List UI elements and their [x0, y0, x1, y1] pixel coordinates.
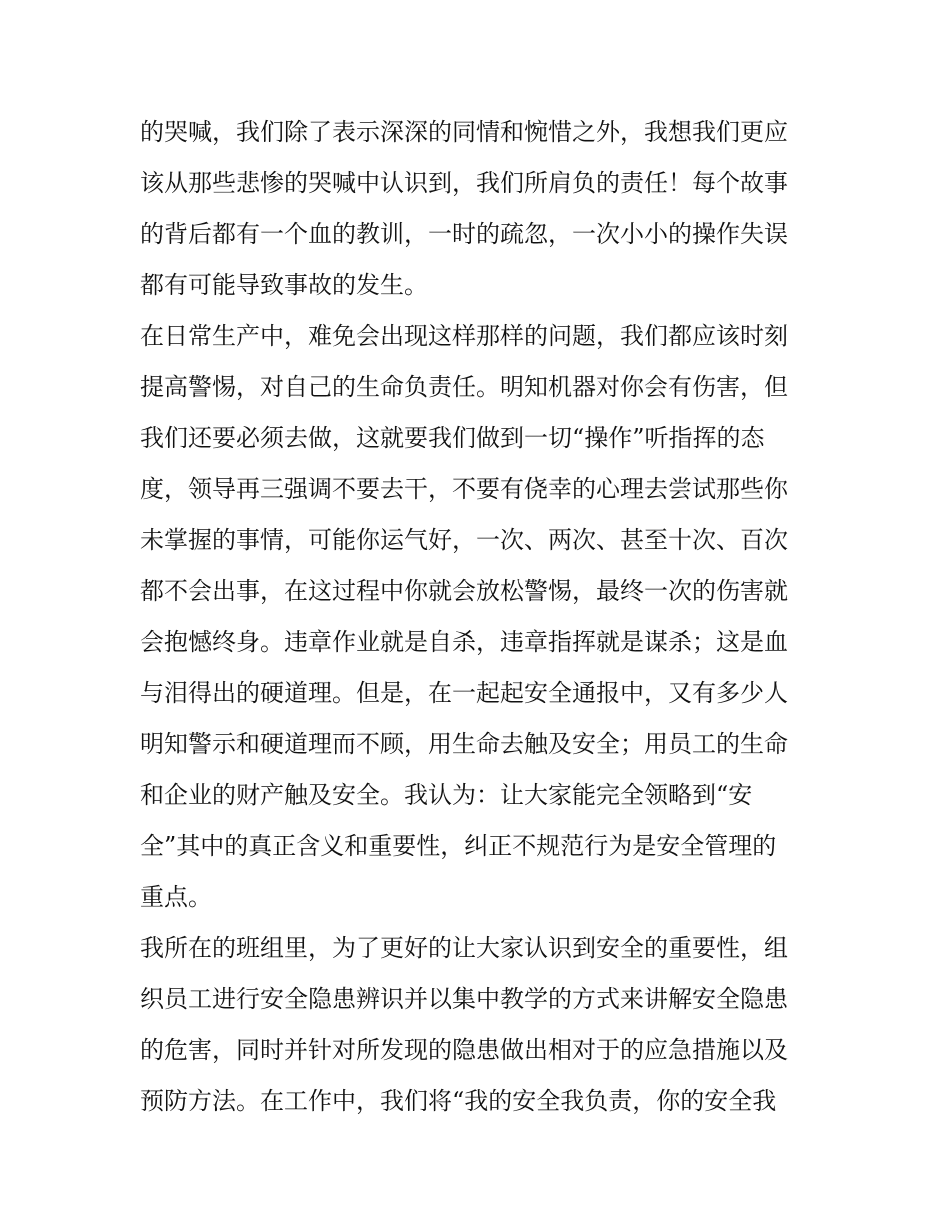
- text-line: 在日常生产中，难免会出现这样那样的问题，我们都应该时刻: [140, 322, 788, 350]
- body-text: [140, 107, 820, 1127]
- text-line: 会抱憾终身。违章作业就是自杀，违章指挥就是谋杀；这是血: [140, 628, 788, 656]
- text-line: 织员工进行安全隐患辨识并以集中教学的方式来讲解安全隐患: [140, 985, 788, 1013]
- text-line: 全”其中的真正含义和重要性，纠正不规范行为是安全管理的: [140, 832, 777, 860]
- text-line: 和企业的财产触及安全。我认为：让大家能完全领略到“安: [140, 781, 753, 809]
- text-line: 的危害，同时并针对所发现的隐患做出相对于的应急措施以及: [140, 1036, 788, 1064]
- text-line: 的背后都有一个血的教训，一时的疏忽，一次小小的操作失误: [140, 220, 788, 248]
- text-line: 未掌握的事情，可能你运气好，一次、两次、甚至十次、百次: [140, 526, 788, 554]
- text-line: 度，领导再三强调不要去干，不要有侥幸的心理去尝试那些你: [140, 475, 788, 503]
- text-line: 重点。: [140, 883, 212, 911]
- text-line: 预防方法。在工作中，我们将“我的安全我负责，你的安全我: [140, 1087, 777, 1115]
- text-line: 都有可能导致事故的发生。: [140, 271, 428, 299]
- text-line: 我们还要必须去做，这就要我们做到一切“操作”听指挥的态: [140, 424, 765, 452]
- text-line: 明知警示和硬道理而不顾，用生命去触及安全；用员工的生命: [140, 730, 788, 758]
- text-line: 的哭喊，我们除了表示深深的同情和惋惜之外，我想我们更应: [140, 118, 788, 146]
- text-line: 提高警惕，对自己的生命负责任。明知机器对你会有伤害，但: [140, 373, 788, 401]
- text-line: 都不会出事，在这过程中你就会放松警惕，最终一次的伤害就: [140, 577, 788, 605]
- text-line: 该从那些悲惨的哭喊中认识到，我们所肩负的责任！每个故事: [140, 169, 788, 197]
- text-line: 我所在的班组里，为了更好的让大家认识到安全的重要性，组: [140, 934, 788, 962]
- text-line: 与泪得出的硬道理。但是，在一起起安全通报中，又有多少人: [140, 679, 788, 707]
